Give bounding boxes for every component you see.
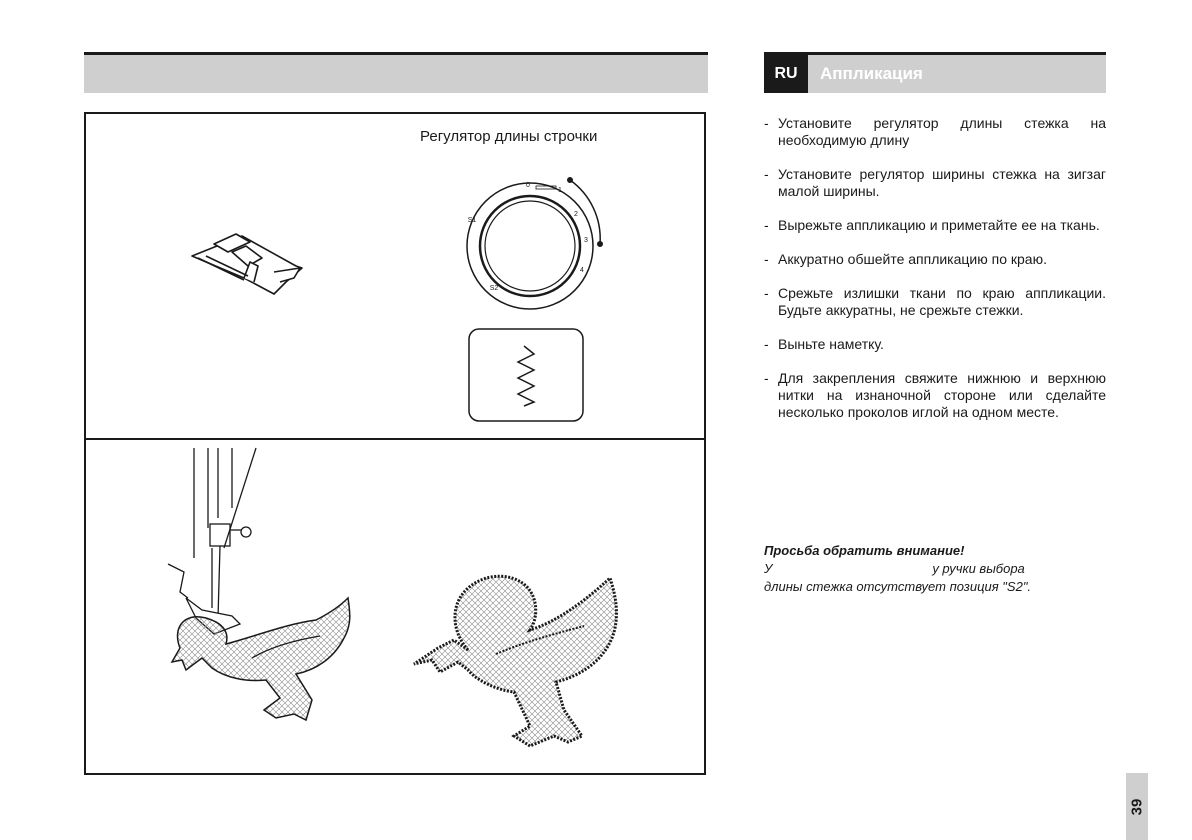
instruction-step: - Аккуратно обшейте аппликацию по краю. <box>764 251 1106 268</box>
illustration-panel <box>84 112 706 775</box>
dial-label-s1: S1 <box>467 217 477 224</box>
dial-label-0: 0 <box>526 182 530 189</box>
dial-caption: Регулятор длины строчки <box>420 128 598 145</box>
page-number: 39 <box>1128 798 1146 815</box>
language-badge: RU <box>764 55 808 93</box>
note-line-1-start: У <box>764 561 773 576</box>
note-line-1 <box>764 560 1106 578</box>
instruction-step: - Выньте наметку. <box>764 336 1106 353</box>
dial-label-s2: S2 <box>489 285 499 292</box>
dial-label-3: 3 <box>584 237 588 244</box>
instruction-step: - Для закрепления свяжите нижнюю и верхнюю нитки на изнаночной стороне или сделайте несколько проколов иглой на одном месте. <box>764 370 1106 421</box>
finished-applique-duck <box>406 522 656 772</box>
section-title: Аппликация <box>820 64 923 83</box>
note-line-2: длины стежка отсутствует позиция "S2". <box>764 579 1032 594</box>
note-title: Просьба обратить внимание! <box>764 543 965 558</box>
dial-label-1: 1 <box>558 187 562 194</box>
stitch-length-dial <box>450 170 610 320</box>
attention-note <box>764 542 1106 596</box>
left-header-bar <box>84 52 708 93</box>
note-line-1-end: у ручки выбора <box>932 561 1025 576</box>
instruction-step: - Установите регулятор ширины стежка на зигзаг малой ширины. <box>764 166 1106 200</box>
page-number-tab <box>1126 773 1148 840</box>
zigzag-stitch-symbol <box>468 328 584 422</box>
instruction-step: - Вырежьте аппликацию и приметайте ее на ткань. <box>764 217 1106 234</box>
dial-label-2: 2 <box>574 211 578 218</box>
instruction-step: - Установите регулятор длины стежка на необходимую длину <box>764 115 1106 149</box>
instruction-step: - Срежьте излишки ткани по краю аппликации. Будьте аккуратны, не срежьте стежки. <box>764 285 1106 319</box>
instruction-list <box>764 115 1106 438</box>
sewing-applique-illustration <box>156 448 396 758</box>
section-header <box>764 52 1106 93</box>
dial-label-4: 4 <box>580 267 584 274</box>
illustration-divider <box>86 438 704 440</box>
presser-foot-illustration <box>184 222 314 302</box>
